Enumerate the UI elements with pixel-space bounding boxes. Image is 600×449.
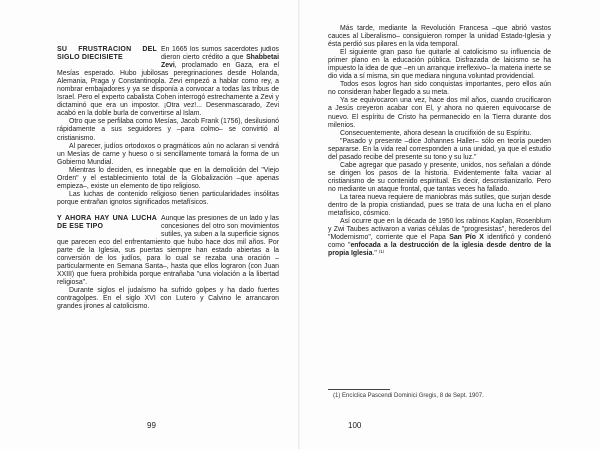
- section-heading-lucha: Y AHORA HAY UNA LUCHA DE ESE TIPO: [57, 214, 157, 231]
- right-text-column: [328, 25, 551, 258]
- right-page: [300, 0, 600, 449]
- paragraph: Las luchas de contenido religioso tienen particularidades insólitas porque entrañan ignotos significados metafísicos.: [57, 190, 279, 206]
- paragraph: Aunque las presiones de un lado y las concesiones del otro son movimientos sutiles, ya suben a la superficie signos que parecen eco del enfrentamiento que hubo hace dos mil años. Por parte de la Iglesia, sus puertas siempre han estado abiertas a la conversión de los judíos, para lo cual se rezaba una oración –particularmente en Semana Santa–, hasta que ellos lograron (con Juan XXIII) que fuera prohibida porque entrañaba "una violación a la libertad religiosa".: [57, 214, 279, 287]
- page-number-left: 99: [147, 421, 156, 430]
- footnote: (1) Encíclica Pascendi Dominici Gregis, 8 de Sept. 1907.: [333, 393, 484, 399]
- left-text-column: [57, 46, 279, 312]
- quotation: "Pasado y presente –dice Johannes Haller– sólo en teoría pueden separarse. En la vida real corresponden a una unidad, ya que el estudio del pasado recibe del presente su tono y su luz.": [328, 137, 551, 161]
- section-heading-frustracion: SU FRUSTRACION DEL SIGLO DIECISIETE: [57, 46, 157, 62]
- section-frustracion: [57, 46, 279, 207]
- bold-quote: enfocada a la destrucción de la iglesia desde dentro de la propia Iglesia: [328, 242, 552, 258]
- paragraph: Ya se equivocaron una vez, hace dos mil años, cuando crucificaron a Jesús creyeron acabar con El, y ahora no quieren equivocarse de nuevo. El espíritu de Cristo ha permanecido en la Tierra durante dos milenios.: [328, 97, 551, 129]
- paragraph: Consecuentemente, ahora desean la crucifixión de su Espíritu.: [340, 129, 532, 137]
- paragraph: El siguiente gran paso fue quitarle al catolicismo su influencia de primer plano en la educación pública. Disfrazada de laicismo se ha impuesto la idea de que –en un arranque irreflexivo– la materia inerte se dio vida a sí misma, sin que mediara ninguna voluntad providencial.: [328, 49, 551, 81]
- footnote-rule: [328, 389, 390, 390]
- page-number-right: 100: [348, 421, 362, 430]
- paragraph: Al parecer, judíos ortodoxos o pragmáticos aún no aclaran si vendrá un Mesías de carne y hueso o si sencillamente tomará la forma de un Gobierno Mundial.: [57, 142, 279, 166]
- paragraph: Así ocurre que en la década de 1950 los rabinos Kaplan, Rosenblum y Zwi Taubes activaron a varias células de "progresistas", herederos del "Modernismo", corriente que el Papa San Pío X identificó y condenó como "enfocada a la destrucción de la iglesia desde dentro de la propia Iglesia." ⁽¹⁾: [328, 218, 552, 258]
- paragraph: Cabe agregar que pasado y presente, unidos, nos señalan a dónde se dirigen los pasos de la historia. Evidentemente falta vaciar al cristianismo de su contenido espiritual. Es decir, descristianizarlo. Pero no mediante un ataque frontal, que tantas veces ha fallado.: [328, 161, 551, 193]
- paragraph: La tarea nueva requiere de maniobras más sutiles, que surjan desde dentro de la propia cristiandad, pues se trata de una lucha en el plano metafísico, cósmico.: [328, 193, 551, 218]
- paragraph: Todos esos logros han sido conquistas importantes, pero ellos aún no consideran haber llegado a su meta.: [328, 81, 551, 97]
- bold-pope-name: San Pío X: [449, 234, 484, 242]
- paragraph: En 1665 los sumos sacerdotes judíos dieron cierto crédito a que Shabbetai Zevi, proclamado en Gaza, era el Mesías esperado. Hubo jubilosas peregrinaciones desde Holanda, Alemania, Praga y Constantinopla. Zevi empezó a hablar como rey, a nombrar embajadores y ya se disponía a convocar a todas las tribus de Israel. Pero el experto cabalista Cohen interrogó estrechamente a Zevi y dictaminó que era un impostor. ¡Otra vez!... Desenmascarado, Zevi acabó en la doble burla de convertirse al Islam.: [57, 46, 279, 118]
- paragraph: Más tarde, mediante la Revolución Francesa –que abrió vastos cauces al Liberalismo– consiguieron romper la unidad Estado-Iglesia y ésta perdió sus pilares en la vida temporal.: [328, 25, 551, 49]
- bold-name: Shabbetai Zevi: [161, 54, 279, 70]
- paragraph: Durante siglos el judaísmo ha sufrido golpes y ha dado fuertes contragolpes. En el siglo XVI con Lutero y Calvino le arrancaron grandes jirones al catolicismo.: [57, 287, 279, 311]
- paragraph: Otro que se perfilaba como Mesías, Jacob Frank (1756), desilusionó rápidamente a sus seguidores y –para colmo– se convirtió al cristianismo.: [57, 118, 279, 142]
- section-lucha: [57, 215, 279, 312]
- paragraph: Mientras lo deciden, es innegable que en la demolición del "Viejo Orden" y el establecimiento total de la Globalización –que apenas empieza–, existe un elemento de tipo religioso.: [57, 166, 279, 190]
